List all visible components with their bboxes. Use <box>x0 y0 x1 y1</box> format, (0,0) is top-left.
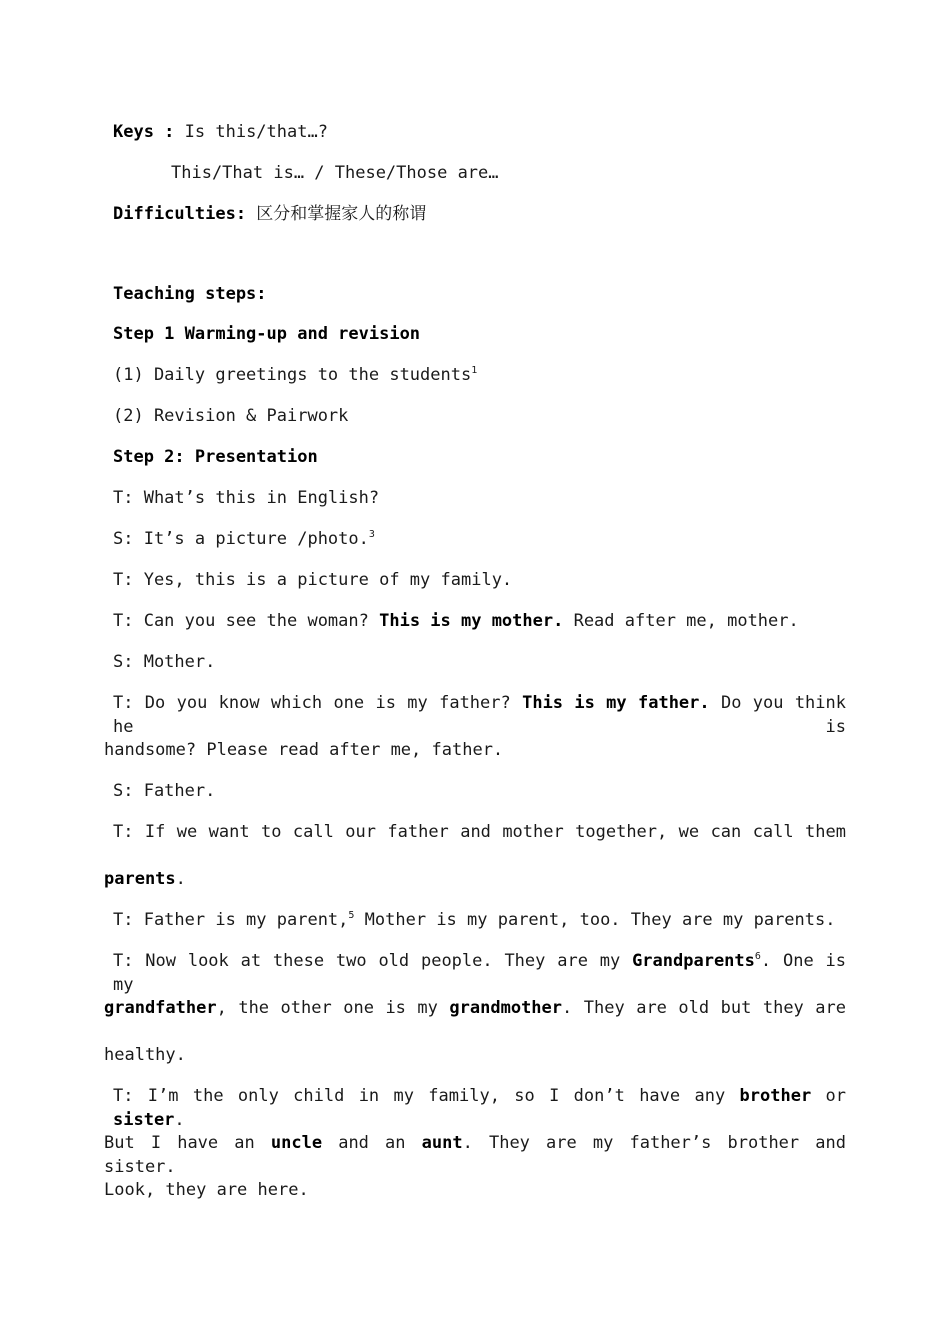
teaching-steps-heading: Teaching steps: <box>113 284 267 304</box>
dialogue-line-1: T: What’s this in English? <box>113 488 380 508</box>
dialogue-line-7: S: Father. <box>113 781 216 801</box>
difficulties-line <box>113 202 426 226</box>
keys-line <box>113 120 328 144</box>
dialogue-line-2: S: It’s a picture /photo.$^3$ <box>113 529 375 549</box>
dialogue-line-6-cont: handsome? Please read after me, father. <box>104 740 504 760</box>
difficulties-label: Difficulties: <box>113 204 247 224</box>
footnote-ref: 1 <box>471 365 478 376</box>
dialogue-line-9: T: Father is my parent,$^5$ Mother is my parent, too. They are my parents. <box>113 910 836 930</box>
dialogue-line-4: T: Can you see the woman? This is my mother. Read after me, mother. <box>113 611 799 631</box>
dialogue-line-8: T: If we want to call our father and mother together, we can call them <box>113 822 846 842</box>
dialogue-line-5: S: Mother. <box>113 652 216 672</box>
step1-item1: (1) Daily greetings to the students$^1$ <box>113 365 478 385</box>
keys-line-2: This/That is… / These/Those are… <box>171 163 499 183</box>
dialogue-line-10: T: Now look at these two old people. They are my Grandparents$^6$. One is my <box>113 951 846 995</box>
footnote-ref: 5 <box>348 910 355 921</box>
dialogue-line-11: grandfather, the other one is my grandmother. They are old but they are <box>104 998 847 1018</box>
keys-text: Is this/that…? <box>174 122 328 142</box>
dialogue-line-13: T: I’m the only child in my family, so I don’t have any brother or sister. <box>113 1086 846 1130</box>
dialogue-line-12: healthy. <box>104 1045 186 1065</box>
dialogue-line-14: But I have an uncle and an aunt. They are my father’s brother and sister. <box>104 1133 846 1177</box>
dialogue-line-6: T: Do you know which one is my father? This is my father. Do you think he is <box>113 693 847 737</box>
dialogue-line-15: Look, they are here. <box>104 1180 309 1200</box>
difficulties-text: 区分和掌握家人的称谓 <box>246 204 427 224</box>
footnote-ref: 3 <box>368 529 375 540</box>
step1-item2: (2) Revision & Pairwork <box>113 406 349 426</box>
keys-label: Keys : <box>113 122 175 142</box>
step1-title: Step 1 Warming-up and revision <box>113 324 421 344</box>
step2-title: Step 2: Presentation <box>113 447 318 467</box>
dialogue-line-3: T: Yes, this is a picture of my family. <box>113 570 513 590</box>
dialogue-line-8-cont: parents. <box>104 869 186 889</box>
footnote-ref: 6 <box>754 951 761 962</box>
